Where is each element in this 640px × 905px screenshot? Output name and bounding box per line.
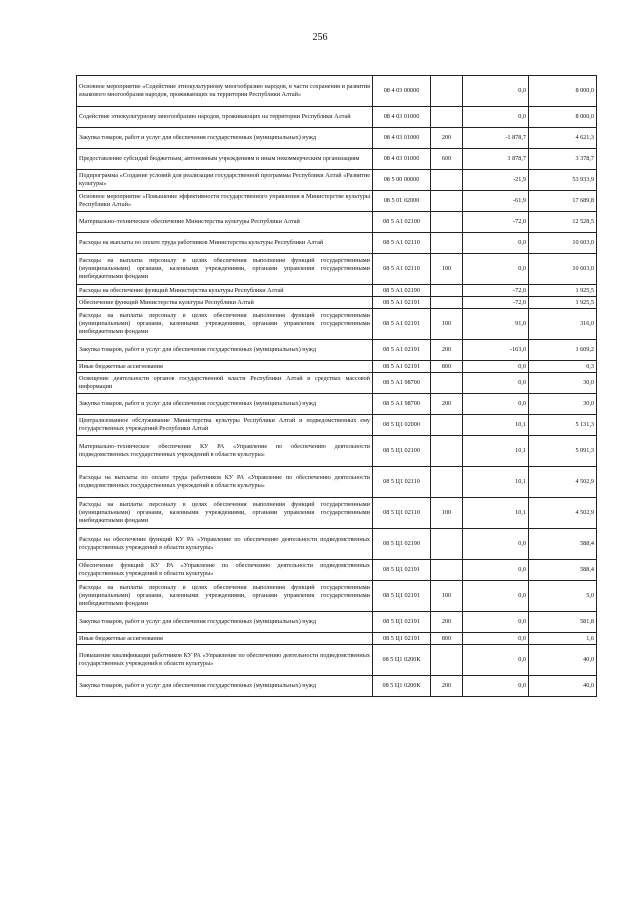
table-row: [77, 191, 597, 212]
row-change: 0,0: [463, 394, 529, 415]
row-change: 0,0: [463, 529, 529, 560]
row-total: 1,6: [529, 633, 597, 645]
row-total: 12 528,5: [529, 212, 597, 233]
table-row: [77, 581, 597, 612]
row-total: 5 131,3: [529, 415, 597, 436]
row-code: 08 5 Ц1 02191: [373, 612, 431, 633]
row-total: 1 609,2: [529, 340, 597, 361]
row-name: Расходы на обеспечение функций Министерства культуры Республики Алтай: [77, 285, 373, 297]
row-name: Расходы на выплаты по оплате труда работников Министерства культуры Республики Алтай: [77, 233, 373, 254]
table-row: [77, 107, 597, 128]
row-change: 10,1: [463, 415, 529, 436]
row-total: 581,8: [529, 612, 597, 633]
row-name: Обеспечение функций КУ РА «Управление по обеспечению деятельности подведомственных государственных учреждений в области культуры»: [77, 560, 373, 581]
row-change: -1 878,7: [463, 128, 529, 149]
row-code: 08 5 А1 98700: [373, 394, 431, 415]
row-name: Расходы на выплаты по оплате труда работников КУ РА «Управление по обеспечению деятельности подведомственных государственных учреждений в области культуры»: [77, 467, 373, 498]
table-row: [77, 297, 597, 309]
row-name: Закупка товаров, работ и услуг для обеспечения государственных (муниципальных) нужд: [77, 128, 373, 149]
row-change: 1 878,7: [463, 149, 529, 170]
row-change: 10,1: [463, 436, 529, 467]
row-total: 316,0: [529, 309, 597, 340]
row-name: Предоставление субсидий бюджетным, автономным учреждениям и иным некоммерческим организациям: [77, 149, 373, 170]
row-total: 1 925,5: [529, 297, 597, 309]
table-row: [77, 498, 597, 529]
row-total: 30,0: [529, 373, 597, 394]
row-expense-type: [431, 560, 463, 581]
row-expense-type: [431, 212, 463, 233]
row-total: 1 925,5: [529, 285, 597, 297]
row-name: Подпрограмма «Создание условий для реализации государственной программы Республики Алтай «Развитие культуры»: [77, 170, 373, 191]
row-change: -72,0: [463, 297, 529, 309]
row-change: 10,1: [463, 498, 529, 529]
row-total: 17 689,8: [529, 191, 597, 212]
row-expense-type: 200: [431, 340, 463, 361]
table-row: [77, 676, 597, 697]
row-code: 08 5 Ц1 02110: [373, 467, 431, 498]
row-code: 08 5 Ц1 02100: [373, 436, 431, 467]
row-change: 0,0: [463, 76, 529, 107]
row-name: Расходы на выплаты персоналу в целях обеспечения выполнения функций государственными (муниципальными) органами, казенными учреждениями, органами управления государственными внебюджетными фондами: [77, 498, 373, 529]
row-change: 0,0: [463, 612, 529, 633]
row-total: 3 378,7: [529, 149, 597, 170]
row-code: 08 5 А1 02191: [373, 309, 431, 340]
row-expense-type: [431, 233, 463, 254]
table-row: [77, 254, 597, 285]
row-name: Основное мероприятие «Повышение эффективности государственного управления в Министерстве культуры Республики Алтай»: [77, 191, 373, 212]
table-row: [77, 415, 597, 436]
row-total: 10 603,0: [529, 254, 597, 285]
row-total: 40,0: [529, 645, 597, 676]
row-total: 8 000,0: [529, 107, 597, 128]
row-change: -21,9: [463, 170, 529, 191]
table-row: [77, 633, 597, 645]
row-code: 08 5 А1 02191: [373, 297, 431, 309]
row-total: 8 000,0: [529, 76, 597, 107]
table-row: [77, 529, 597, 560]
row-code: 08 5 А1 98700: [373, 373, 431, 394]
row-expense-type: 100: [431, 309, 463, 340]
row-expense-type: [431, 297, 463, 309]
budget-table: [76, 75, 597, 697]
row-expense-type: [431, 170, 463, 191]
row-expense-type: [431, 415, 463, 436]
row-expense-type: 800: [431, 633, 463, 645]
row-name: Закупка товаров, работ и услуг для обеспечения государственных (муниципальных) нужд: [77, 394, 373, 415]
row-change: 10,1: [463, 467, 529, 498]
row-change: 0,0: [463, 373, 529, 394]
table-row: [77, 233, 597, 254]
row-code: 08 4 03 00000: [373, 76, 431, 107]
row-code: 08 4 03 01000: [373, 128, 431, 149]
table-row: [77, 612, 597, 633]
row-code: 08 5 Ц1 0200К: [373, 676, 431, 697]
row-change: 0,0: [463, 581, 529, 612]
row-expense-type: [431, 529, 463, 560]
row-name: Расходы на выплаты персоналу в целях обеспечения выполнения функций государственными (муниципальными) органами, казенными учреждениями, органами управления государственными внебюджетными фондами: [77, 581, 373, 612]
row-name: Материально–техническое обеспечение Министерства культуры Республики Алтай: [77, 212, 373, 233]
row-expense-type: 100: [431, 498, 463, 529]
table-row: [77, 285, 597, 297]
row-code: 08 5 00 00000: [373, 170, 431, 191]
row-total: 53 933,9: [529, 170, 597, 191]
row-name: Обеспечение функций Министерства культуры Республики Алтай: [77, 297, 373, 309]
row-expense-type: 600: [431, 149, 463, 170]
row-expense-type: 200: [431, 612, 463, 633]
table-row: [77, 170, 597, 191]
row-change: 0,0: [463, 107, 529, 128]
table-row: [77, 309, 597, 340]
table-row: [77, 212, 597, 233]
row-change: -72,0: [463, 285, 529, 297]
table-row: [77, 645, 597, 676]
row-code: 08 5 А1 02191: [373, 340, 431, 361]
table-row: [77, 128, 597, 149]
row-change: -72,0: [463, 212, 529, 233]
row-name: Закупка товаров, работ и услуг для обеспечения государственных (муниципальных) нужд: [77, 612, 373, 633]
row-code: 08 5 Ц1 02110: [373, 498, 431, 529]
row-change: 91,0: [463, 309, 529, 340]
row-expense-type: 200: [431, 676, 463, 697]
table-row: [77, 373, 597, 394]
row-total: 0,3: [529, 361, 597, 373]
row-expense-type: [431, 285, 463, 297]
row-expense-type: [431, 107, 463, 128]
row-change: -61,9: [463, 191, 529, 212]
row-total: 588,4: [529, 529, 597, 560]
table-row: [77, 560, 597, 581]
row-total: 588,4: [529, 560, 597, 581]
row-expense-type: 200: [431, 394, 463, 415]
row-name: Материально–техническое обеспечение КУ РА «Управление по обеспечению деятельности подведомственных государственных учреждений в области культуры»: [77, 436, 373, 467]
row-total: 40,0: [529, 676, 597, 697]
row-name: Закупка товаров, работ и услуг для обеспечения государственных (муниципальных) нужд: [77, 676, 373, 697]
row-expense-type: [431, 467, 463, 498]
row-code: 08 5 Ц1 02191: [373, 560, 431, 581]
table-row: [77, 340, 597, 361]
row-expense-type: 100: [431, 254, 463, 285]
row-expense-type: [431, 76, 463, 107]
row-total: 10 603,0: [529, 233, 597, 254]
row-code: 08 5 Ц1 02191: [373, 581, 431, 612]
row-code: 08 5 Ц1 02191: [373, 633, 431, 645]
row-name: Расходы на выплаты персоналу в целях обеспечения выполнения функций государственными (муниципальными) органами, казенными учреждениями, органами управления государственными внебюджетными фондами: [77, 254, 373, 285]
row-expense-type: [431, 191, 463, 212]
row-code: 08 5 Ц1 0200К: [373, 645, 431, 676]
row-name: Расходы на обеспечение функций КУ РА «Управление по обеспечению деятельности подведомственных государственных учреждений в области культуры»: [77, 529, 373, 560]
row-expense-type: 100: [431, 581, 463, 612]
row-name: Содействие этнокультурному многообразию народов, проживающих на территории Республики Алтай: [77, 107, 373, 128]
table-row: [77, 149, 597, 170]
row-code: 08 5 А1 02110: [373, 233, 431, 254]
row-code: 08 5 А1 02190: [373, 285, 431, 297]
row-name: Централизованное обслуживание Министерства культуры Республики Алтай и подведомственных ему государственных учреждений Республики Алтай: [77, 415, 373, 436]
row-name: Освещение деятельности органов государственной власти Республики Алтай в средствах массовой информации: [77, 373, 373, 394]
row-code: 08 5 Ц1 02190: [373, 529, 431, 560]
row-code: 08 5 А1 02100: [373, 212, 431, 233]
row-code: 08 5 А1 02191: [373, 361, 431, 373]
row-code: 08 4 03 01000: [373, 149, 431, 170]
table-row: [77, 394, 597, 415]
row-expense-type: [431, 373, 463, 394]
row-total: 5 091,3: [529, 436, 597, 467]
row-change: 0,0: [463, 676, 529, 697]
row-expense-type: 800: [431, 361, 463, 373]
row-change: 0,0: [463, 645, 529, 676]
row-change: 0,0: [463, 560, 529, 581]
row-change: 0,0: [463, 633, 529, 645]
row-change: 0,0: [463, 361, 529, 373]
row-total: 4 621,3: [529, 128, 597, 149]
row-expense-type: 200: [431, 128, 463, 149]
row-name: Расходы на выплаты персоналу в целях обеспечения выполнения функций государственными (муниципальными) органами, казенными учреждениями, органами управления государственными внебюджетными фондами: [77, 309, 373, 340]
row-total: 5,0: [529, 581, 597, 612]
table-row: [77, 76, 597, 107]
row-expense-type: [431, 436, 463, 467]
row-code: 08 5 01 02000: [373, 191, 431, 212]
row-total: 4 502,9: [529, 467, 597, 498]
row-name: Основное мероприятие «Содействие этнокультурному многообразию народов, в части сохранения и развития языкового многообразия народов, проживающих на территории Республики Алтай»: [77, 76, 373, 107]
row-name: Иные бюджетные ассигнования: [77, 633, 373, 645]
row-total: 30,0: [529, 394, 597, 415]
table-row: [77, 361, 597, 373]
row-code: 08 5 Ц1 02000: [373, 415, 431, 436]
table-row: [77, 467, 597, 498]
row-code: 08 4 03 01000: [373, 107, 431, 128]
page-number: 256: [312, 32, 328, 43]
budget-table-body: [77, 76, 597, 697]
row-expense-type: [431, 645, 463, 676]
row-name: Закупка товаров, работ и услуг для обеспечения государственных (муниципальных) нужд: [77, 340, 373, 361]
row-code: 08 5 А1 02110: [373, 254, 431, 285]
row-change: -163,0: [463, 340, 529, 361]
table-row: [77, 436, 597, 467]
row-total: 4 502,9: [529, 498, 597, 529]
row-change: 0,0: [463, 254, 529, 285]
row-name: Повышение квалификации работников КУ РА «Управление по обеспечению деятельности подведомственных государственных учреждений в области культуры»: [77, 645, 373, 676]
row-change: 0,0: [463, 233, 529, 254]
row-name: Иные бюджетные ассигнования: [77, 361, 373, 373]
